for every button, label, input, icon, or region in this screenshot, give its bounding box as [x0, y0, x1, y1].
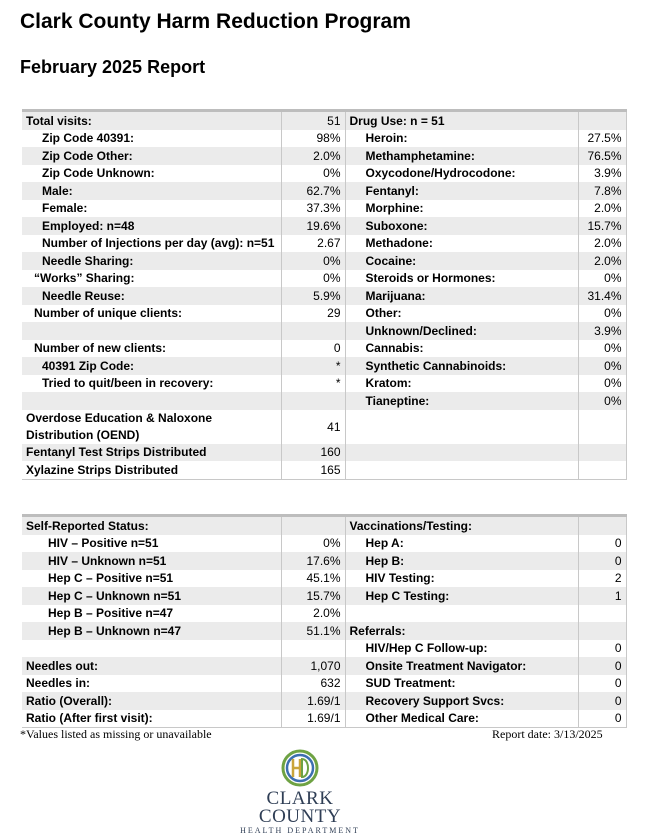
row-value: 0 [578, 692, 626, 710]
row-value: 7.8% [578, 182, 626, 200]
table-row [22, 165, 626, 183]
row-value: * [281, 375, 345, 393]
row-value [578, 410, 626, 444]
row-value: 2.0% [281, 605, 345, 623]
table-row [22, 375, 626, 393]
row-label: Needle Reuse: [22, 287, 281, 305]
table-row [22, 516, 626, 535]
row-value: 0 [578, 710, 626, 728]
row-label: Other Medical Care: [345, 710, 578, 728]
row-value: 2.0% [578, 252, 626, 270]
table-row [22, 570, 626, 588]
row-label: Overdose Education & Naloxone Distribution (OEND) [22, 410, 281, 444]
row-label: SUD Treatment: [345, 675, 578, 693]
row-label: Xylazine Strips Distributed [22, 461, 281, 479]
row-value: 76.5% [578, 147, 626, 165]
table-row [22, 640, 626, 658]
table-row [22, 552, 626, 570]
row-label: Zip Code Unknown: [22, 165, 281, 183]
health-department-emblem-icon [279, 748, 321, 788]
row-label: Hep A: [345, 535, 578, 553]
table-row [22, 622, 626, 640]
row-value: 17.6% [281, 552, 345, 570]
row-label: Zip Code 40391: [22, 130, 281, 148]
row-value: 632 [281, 675, 345, 693]
row-value: 0 [578, 552, 626, 570]
table-row [22, 587, 626, 605]
row-value: 45.1% [281, 570, 345, 588]
row-value [281, 640, 345, 658]
row-value: 1.69/1 [281, 710, 345, 728]
table-row [22, 535, 626, 553]
row-label: Hep C – Positive n=51 [22, 570, 281, 588]
row-value [578, 111, 626, 130]
row-value: 15.7% [281, 587, 345, 605]
row-label: Fentanyl Test Strips Distributed [22, 444, 281, 462]
row-value: 160 [281, 444, 345, 462]
table-row [22, 287, 626, 305]
table-row [22, 444, 626, 462]
report-title: Clark County Harm Reduction Program [20, 10, 411, 33]
row-label: Morphine: [345, 200, 578, 218]
row-label [22, 640, 281, 658]
table-row [22, 605, 626, 623]
row-value: 2.0% [578, 235, 626, 253]
row-value: 2.0% [578, 200, 626, 218]
row-value: 27.5% [578, 130, 626, 148]
table-row [22, 252, 626, 270]
row-value: 37.3% [281, 200, 345, 218]
table-row [22, 270, 626, 288]
status-testing-table [22, 514, 627, 728]
row-label [345, 461, 578, 479]
table-row [22, 461, 626, 479]
row-value: 1.69/1 [281, 692, 345, 710]
logo-dept-name: HEALTH DEPARTMENT [240, 826, 360, 835]
row-value [281, 322, 345, 340]
row-label: Needles in: [22, 675, 281, 693]
visits-drug-use-table [22, 109, 627, 480]
row-label: Fentanyl: [345, 182, 578, 200]
row-label: Onsite Treatment Navigator: [345, 657, 578, 675]
row-label: Kratom: [345, 375, 578, 393]
row-label: Male: [22, 182, 281, 200]
row-value: 0% [281, 270, 345, 288]
row-label: Hep B – Positive n=47 [22, 605, 281, 623]
row-value: 62.7% [281, 182, 345, 200]
row-label: 40391 Zip Code: [22, 357, 281, 375]
row-label: Unknown/Declined: [345, 322, 578, 340]
row-label [345, 605, 578, 623]
row-value: 0% [281, 535, 345, 553]
row-value: 98% [281, 130, 345, 148]
report-subtitle: February 2025 Report [20, 57, 206, 77]
row-label [22, 392, 281, 410]
row-label: Total visits: [22, 111, 281, 130]
row-label [345, 410, 578, 444]
row-value: 41 [281, 410, 345, 444]
row-label: Marijuana: [345, 287, 578, 305]
row-label: Zip Code Other: [22, 147, 281, 165]
row-value [578, 622, 626, 640]
row-value [281, 392, 345, 410]
row-value: 0 [281, 340, 345, 358]
row-label: Hep C Testing: [345, 587, 578, 605]
row-label: HIV – Unknown n=51 [22, 552, 281, 570]
table-row [22, 200, 626, 218]
row-label: Ratio (After first visit): [22, 710, 281, 728]
table-row [22, 182, 626, 200]
row-label: Needles out: [22, 657, 281, 675]
row-value [578, 516, 626, 535]
row-label: Drug Use: n = 51 [345, 111, 578, 130]
row-label: Number of unique clients: [22, 305, 281, 323]
row-value: 5.9% [281, 287, 345, 305]
row-label: Number of Injections per day (avg): n=51 [22, 235, 281, 253]
row-value [578, 605, 626, 623]
row-value: 2.67 [281, 235, 345, 253]
row-value: 15.7% [578, 217, 626, 235]
row-value: 0% [281, 252, 345, 270]
logo-org-name: CLARK COUNTY [258, 788, 342, 827]
footnote: *Values listed as missing or unavailable [20, 727, 212, 741]
table-row [22, 305, 626, 323]
table-row [22, 147, 626, 165]
row-value: 0% [578, 305, 626, 323]
table-row [22, 710, 626, 728]
row-label: Vaccinations/Testing: [345, 516, 578, 535]
row-label: Heroin: [345, 130, 578, 148]
row-label: Needle Sharing: [22, 252, 281, 270]
row-label: “Works” Sharing: [22, 270, 281, 288]
row-label: Other: [345, 305, 578, 323]
table-row [22, 357, 626, 375]
row-label [22, 322, 281, 340]
report-date: Report date: 3/13/2025 [492, 727, 603, 741]
row-label: Hep B – Unknown n=47 [22, 622, 281, 640]
row-label: Ratio (Overall): [22, 692, 281, 710]
row-value: 0% [578, 340, 626, 358]
row-label: Hep B: [345, 552, 578, 570]
row-value: 19.6% [281, 217, 345, 235]
row-label: Number of new clients: [22, 340, 281, 358]
row-value: * [281, 357, 345, 375]
row-value: 51 [281, 111, 345, 130]
row-value: 0% [578, 270, 626, 288]
row-label: Synthetic Cannabinoids: [345, 357, 578, 375]
row-label: HIV Testing: [345, 570, 578, 588]
row-value [578, 461, 626, 479]
row-label: Referrals: [345, 622, 578, 640]
table-row [22, 675, 626, 693]
row-value: 0 [578, 657, 626, 675]
table-row [22, 692, 626, 710]
row-label: Female: [22, 200, 281, 218]
row-label: Self-Reported Status: [22, 516, 281, 535]
row-value: 0% [578, 357, 626, 375]
row-value: 0% [578, 375, 626, 393]
table-row [22, 322, 626, 340]
row-value: 29 [281, 305, 345, 323]
row-label: Suboxone: [345, 217, 578, 235]
table-row [22, 657, 626, 675]
row-value: 31.4% [578, 287, 626, 305]
row-label: Hep C – Unknown n=51 [22, 587, 281, 605]
table-row [22, 111, 626, 130]
row-label: Recovery Support Svcs: [345, 692, 578, 710]
row-value: 3.9% [578, 322, 626, 340]
row-label: Steroids or Hormones: [345, 270, 578, 288]
row-value: 51.1% [281, 622, 345, 640]
table-row [22, 340, 626, 358]
clark-county-logo [230, 748, 370, 835]
row-value: 0% [281, 165, 345, 183]
row-value: 3.9% [578, 165, 626, 183]
row-value: 1 [578, 587, 626, 605]
row-value: 2.0% [281, 147, 345, 165]
row-label: Employed: n=48 [22, 217, 281, 235]
row-value: 0 [578, 675, 626, 693]
row-value: 2 [578, 570, 626, 588]
row-label: Methamphetamine: [345, 147, 578, 165]
table-row [22, 130, 626, 148]
row-label: HIV – Positive n=51 [22, 535, 281, 553]
row-value [578, 444, 626, 462]
row-label [345, 444, 578, 462]
table-row [22, 235, 626, 253]
row-label: HIV/Hep C Follow-up: [345, 640, 578, 658]
table-row [22, 392, 626, 410]
row-label: Cocaine: [345, 252, 578, 270]
row-label: Tried to quit/been in recovery: [22, 375, 281, 393]
row-label: Tianeptine: [345, 392, 578, 410]
row-value: 0% [578, 392, 626, 410]
row-value: 165 [281, 461, 345, 479]
row-label: Oxycodone/Hydrocodone: [345, 165, 578, 183]
row-value: 1,070 [281, 657, 345, 675]
table-row [22, 410, 626, 444]
row-value [281, 516, 345, 535]
row-label: Cannabis: [345, 340, 578, 358]
table-row [22, 217, 626, 235]
row-label: Methadone: [345, 235, 578, 253]
row-value: 0 [578, 535, 626, 553]
row-value: 0 [578, 640, 626, 658]
